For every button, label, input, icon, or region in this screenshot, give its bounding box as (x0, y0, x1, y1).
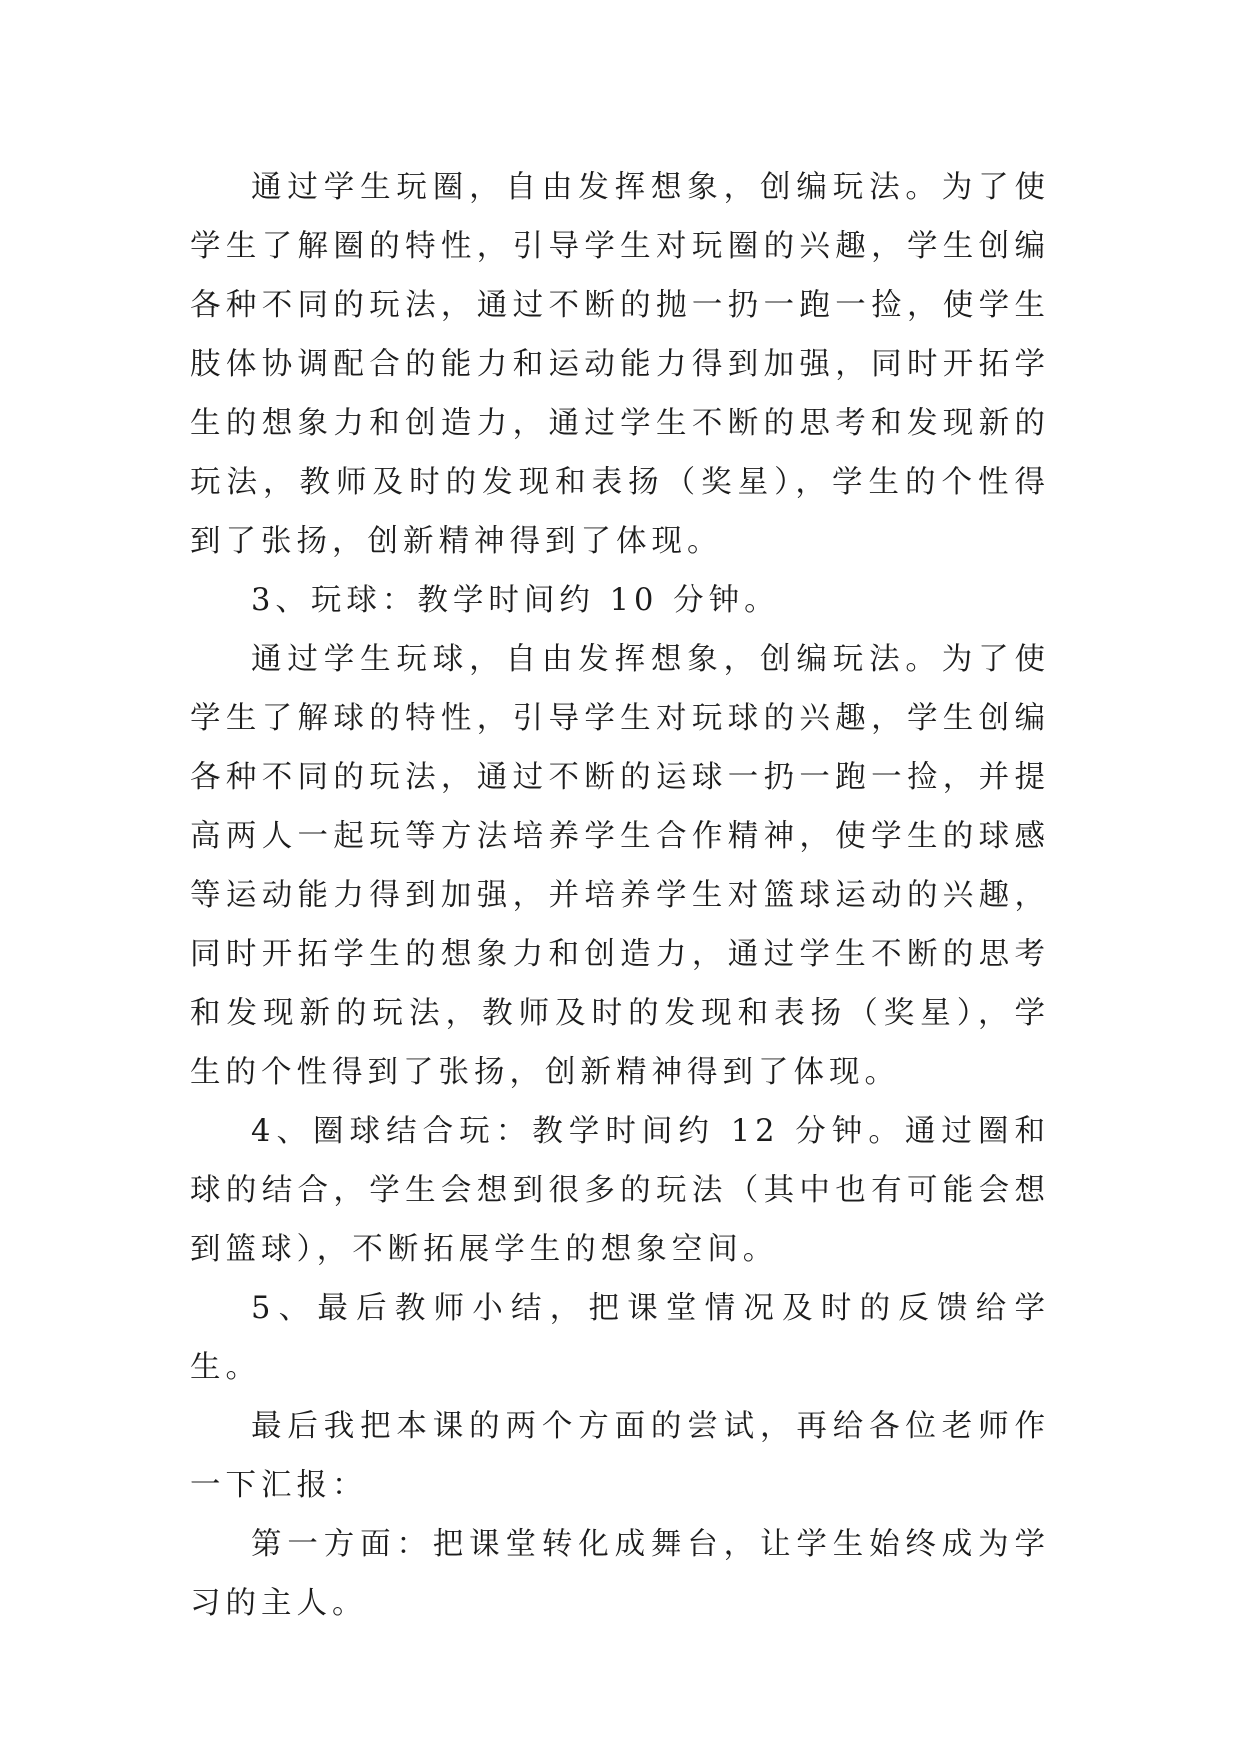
paragraph-aspect-one: 第一方面：把课堂转化成舞台，让学生始终成为学习的主人。 (190, 1527, 1050, 1621)
paragraph-item-3-play-ball: 3、玩球：教学时间约 10 分钟。 (251, 583, 780, 618)
paragraph-play-hoop: 通过学生玩圈，自由发挥想象，创编玩法。为了使学生了解圈的特性，引导学生对玩圈的兴趣，学生创编各种不同的玩法，通过不断的抛一扔一跑一捡，使学生肢体协调配合的能力和运动能力得到加强，同时开拓学生的想象力和创造力，通过学生不断的思考和发现新的玩法，教师及时的发现和表扬（奖星），学生的个性得到了张扬，创新精神得到了体现。 (190, 170, 1050, 559)
document-body (190, 158, 1050, 1633)
paragraph-item-4-hoop-and-ball: 4、圈球结合玩：教学时间约 12 分钟。通过圈和球的结合，学生会想到很多的玩法（其中也有可能会想到篮球），不断拓展学生的想象空间。 (190, 1114, 1050, 1267)
paragraph-item-5-summary: 5、最后教师小结，把课堂情况及时的反馈给学生。 (190, 1291, 1050, 1385)
paragraph-report-intro: 最后我把本课的两个方面的尝试，再给各位老师作一下汇报： (190, 1409, 1050, 1503)
paragraph-play-ball: 通过学生玩球，自由发挥想象，创编玩法。为了使学生了解球的特性，引导学生对玩球的兴趣，学生创编各种不同的玩法，通过不断的运球一扔一跑一捡，并提高两人一起玩等方法培养学生合作精神，使学生的球感等运动能力得到加强，并培养学生对篮球运动的兴趣，同时开拓学生的想象力和创造力，通过学生不断的思考和发现新的玩法，教师及时的发现和表扬（奖星），学生的个性得到了张扬，创新精神得到了体现。 (190, 642, 1050, 1090)
